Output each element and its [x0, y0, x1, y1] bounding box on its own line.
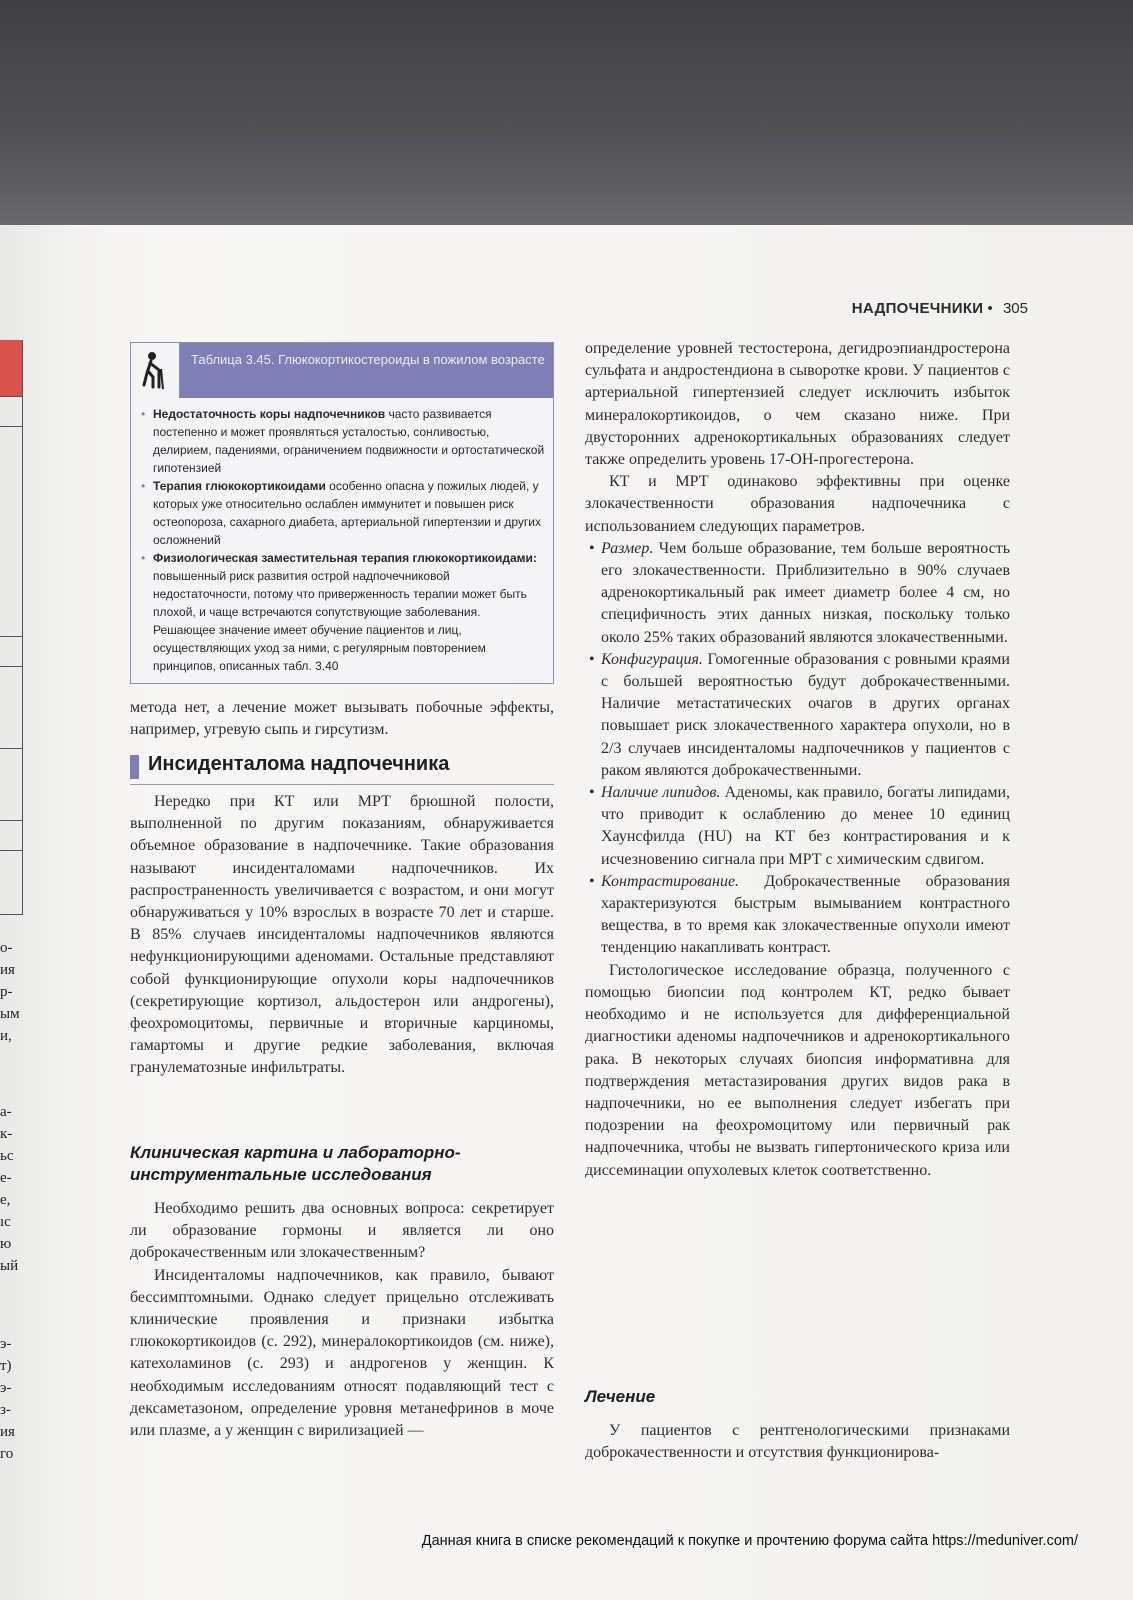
scan-dark-background	[0, 0, 1133, 232]
edge-fragment: э-	[0, 1336, 12, 1352]
subheading: Клиническая картина и лабораторно-инструментальные исследования	[130, 1143, 461, 1184]
edge-fragment: з-	[0, 1402, 11, 1418]
table-item	[141, 549, 545, 675]
footer-note: Данная книга в списке рекомендаций к покупке и прочтению форума сайта https://meduniver.com/	[421, 1533, 1078, 1549]
bullet: •	[589, 539, 595, 557]
subheading: Лечение	[585, 1387, 656, 1406]
bullet: •	[141, 407, 146, 421]
running-head-separator: •	[987, 300, 993, 317]
list-item	[585, 649, 1010, 782]
previous-page-text-edge	[0, 0, 22, 1600]
elderly-person-with-cane-icon	[131, 343, 179, 398]
edge-fragment: ıс	[0, 1214, 11, 1230]
list-item	[585, 782, 1010, 871]
list-term: Размер.	[601, 539, 654, 557]
table-item-bold: Недостаточность коры надпочечников	[153, 407, 386, 421]
edge-fragment: ьс	[0, 1148, 14, 1164]
right-column-body-2	[585, 1420, 1010, 1464]
edge-fragment: ия	[0, 962, 15, 978]
list-item	[585, 871, 1010, 960]
left-column-body-2	[130, 1198, 554, 1442]
edge-fragment: о-	[0, 940, 13, 956]
left-column-continuation	[130, 697, 554, 741]
bullet: •	[141, 479, 146, 493]
table-item-bold: Терапия глюкокортикоидами	[153, 479, 326, 493]
running-head	[852, 300, 1028, 317]
edge-fragment: е-	[0, 1170, 12, 1186]
edge-fragment: и,	[0, 1028, 12, 1044]
table-title: Таблица 3.45. Глюкокортикостероиды в пожилом возрасте	[191, 352, 545, 367]
paragraph: Нередко при КТ или МРТ брюшной полости, выполненной по другим показаниям, обнаруживается объемное образование в надпочечнике. Такие образования называют инсиденталомами надпочечников. Их распространенность увеличивается с возрастом, и они могут обнаруживаться у 10% взрослых в возрасте 70 лет и старше. В 85% случаев инсиденталомы надпочечников являются нефункционирующими аденомами. Остальные представляют собой функционирующие опухоли коры надпочечников (секретирующие кортизол, альдостерон или андрогены), феохромоцитомы, первичные и вторичные карциномы, гамартомы и другие редкие заболевания, включая гранулематозные инфильтраты.	[130, 793, 554, 1077]
edge-fragment: ю	[0, 1236, 12, 1252]
table-3-45	[130, 342, 554, 684]
heading-marker	[130, 755, 139, 779]
list-text: Чем больше образование, тем больше вероятность его злокачественности. Приблизительно в 90% случаев адренокортикальный рак имеет диаметр более 4 см, но специфичность этих данных низкая, поскольку только около 25% таких образований являются злокачественными.	[601, 539, 1010, 646]
table-header	[131, 343, 553, 398]
bullet: •	[589, 872, 595, 890]
table-body	[141, 405, 545, 675]
bullet: •	[589, 784, 595, 802]
table-item	[141, 477, 545, 549]
paragraph: метода нет, а лечение может вызывать побочные эффекты, например, угревую сыпь и гирсутизм.	[130, 699, 554, 739]
list-text: Гомогенные образования с ровными краями с большей вероятностью будут доброкачественными. Наличие метастатических очагов в других органах повышает риск злокачественного характера опухоли, но в 2/3 случаев инсиденталомы надпочечников у пациентов с раком являются доброкачественными.	[601, 650, 1010, 779]
left-column-body	[130, 791, 554, 1080]
table-item-text: повышенный риск развития острой надпочечниковой недостаточности, потому что приверженность терапии может быть плохой, и чаще встречаются сопутствующие заболевания. Решающее значение имеет обучение пациентов и лиц, осуществляющих уход за ними, с регулярным повторением принципов, описанных табл. 3.40	[153, 569, 527, 673]
edge-fragment: ия	[0, 1424, 15, 1440]
table-item-text: часто развивается постепенно и может проявляться усталостью, сонливостью, делирием, падениями, ограничением подвижности и ортостатической гипотензией	[153, 407, 545, 475]
paragraph: У пациентов с рентгенологическими признаками доброкачественности и отсутствия функционирова-	[585, 1422, 1010, 1462]
edge-fragment: ым	[0, 1006, 20, 1022]
running-head-title: НАДПОЧЕЧНИКИ	[851, 300, 984, 317]
table-item	[141, 405, 545, 477]
edge-fragment: р-	[0, 984, 13, 1000]
page-number: 305	[1002, 300, 1028, 317]
edge-fragment: т)	[0, 1358, 12, 1374]
right-column-body	[585, 338, 1010, 1182]
list-term: Контрастирование.	[601, 872, 740, 890]
paragraph: Гистологическое исследование образца, полученного с помощью биопсии под контролем КТ, редко бывает необходимо и не используется для дифференциальной диагностики аденомы надпочечников и адренокортикального рака. В некоторых случаях биопсия информативна для подтверждения метастазирования других видов рака в надпочечники, но ее выполнения следует избегать при подозрении на феохромоцитому или первичный рак надпочечника, чтобы не вызвать гипертонического криза или диссеминации опухолевых клеток соответственно.	[585, 961, 1010, 1179]
bullet: •	[141, 551, 146, 565]
list-text: Аденомы, как правило, богаты липидами, что приводит к ослаблению до менее 10 единиц Хаунсфилда (HU) на КТ без контрастирования и к исчезновению сигнала при МРТ с химическим сдвигом.	[601, 784, 1011, 868]
edge-fragment: е,	[0, 1192, 11, 1208]
list-text: Доброкачественные образования характеризуются быстрым вымыванием контрастного вещества, в то время как злокачественные опухоли имеют тенденцию накапливать контраст.	[601, 872, 1010, 957]
paragraph: Инсиденталомы надпочечников, как правило, бывают бессимптомными. Однако следует прицельно отслеживать клинические проявления и признаки избытка глюкокортикоидов (с. 292), минералокортикоидов (см. ниже), катехоламинов (с. 293) и андрогенов у женщин. К необходимым исследованиям относят подавляющий тест с дексаметазоном, определение уровня метанефринов в моче или плазме, а у женщин с вирилизацией —	[130, 1266, 554, 1440]
list-term: Конфигурация.	[601, 650, 703, 668]
section-heading	[130, 750, 554, 785]
edge-fragment: ый	[0, 1258, 19, 1274]
table-icon-cell	[131, 343, 180, 398]
section-heading-text: Инсиденталома надпочечника	[148, 753, 450, 775]
edge-fragment: а-	[0, 1104, 12, 1120]
table-item-text: особенно опасна у пожилых людей, у которых уже относительно ослаблен иммунитет и повышен риск остеопороза, сахарного диабета, артериальной гипертензии и других осложнений	[153, 479, 542, 547]
bullet: •	[589, 650, 595, 668]
paragraph: определение уровней тестостерона, дегидроэпиандростерона сульфата и андростендиона в сыворотке крови. У пациентов с артериальной гипертензией следует исключить избыток минералокортикоидов, о чем сказано ниже. При двусторонних адренокортикальных образованиях следует также определить уровень 17-ОН-прогестерона.	[585, 340, 1010, 469]
edge-fragment: го	[0, 1446, 14, 1462]
paragraph: Необходимо решить два основных вопроса: секретирует ли образование гормоны и является ли оно доброкачественным или злокачественным?	[130, 1200, 554, 1262]
edge-fragment: э-	[0, 1380, 12, 1396]
list-term: Наличие липидов.	[601, 784, 721, 802]
paragraph: КТ и МРТ одинаково эффективны при оценке злокачественности образования надпочечника с использованием следующих параметров.	[585, 473, 1010, 535]
list-item	[585, 538, 1010, 649]
table-item-bold: Физиологическая заместительная терапия глюкокортикоидами:	[153, 551, 537, 565]
edge-fragment: к-	[0, 1126, 13, 1142]
